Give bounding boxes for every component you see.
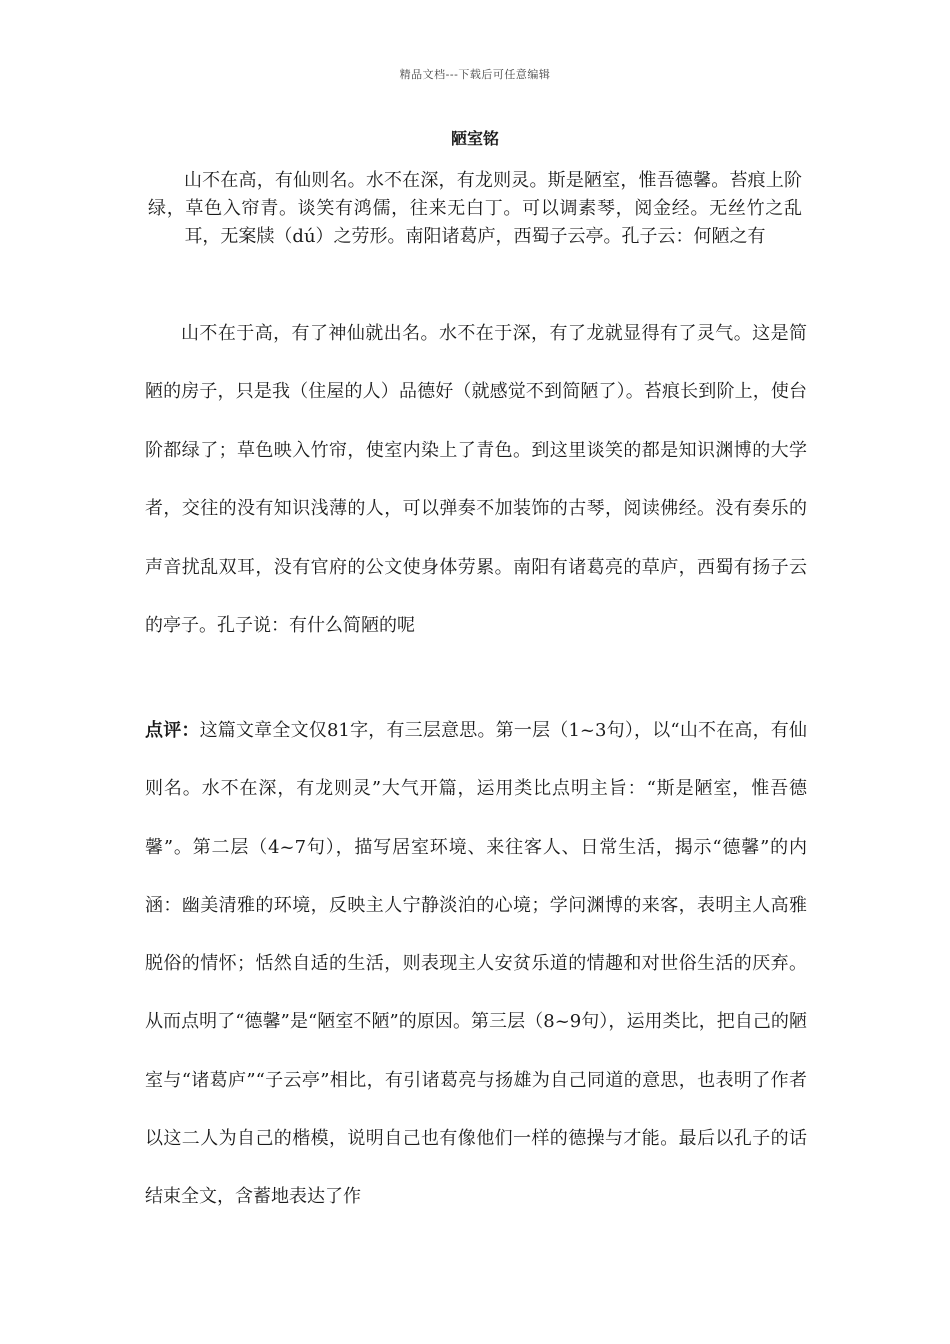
document-title: 陋室铭 xyxy=(450,129,499,148)
commentary-label: 点评： xyxy=(145,720,200,741)
commentary-text: 这篇文章全文仅81字，有三层意思。第一层（1~3句），以“山不在高，有仙则名。水不在深，有龙则灵”大气开篇，运用类比点明主旨：“斯是陋室，惟吾德馨”。第二层（4~7句），描写居室环境、来往客人、日常生活，揭示“德馨”的内涵：幽美清雅的环境，反映主人宁静淡泊的心境；学问渊博的来客，表明主人高雅脱俗的情怀；恬然自适的生活，则表现主人安贫乐道的情趣和对世俗生活的厌弃。从而点明了“德馨”是“陋室不陋”的原因。第三层（8~9句），运用类比，把自己的陋室与“诸葛庐”“子云亭”相比，有引诸葛亮与扬雄为自己同道的意思，也表明了作者以这二人为自己的楷模，说明自己也有像他们一样的德操与才能。最后以孔子的话结束全文，含蓄地表达了作 xyxy=(145,720,807,1208)
original-text-paragraph: 山不在高，有仙则名。水不在深，有龙则灵。斯是陋室，惟吾德馨。苔痕上阶绿，草色入帘青。谈笑有鸿儒，往来无白丁。可以调素琴，阅金经。无丝竹之乱耳，无案牍（dú）之劳形。南阳诸葛庐，西蜀子云亭。孔子云：何陋之有 xyxy=(148,170,802,247)
commentary-paragraph xyxy=(145,702,807,1227)
translation-paragraph: 山不在于高，有了神仙就出名。水不在于深，有了龙就显得有了灵气。这是简陋的房子，只是我（住屋的人）品德好（就感觉不到简陋了）。苔痕长到阶上，使台阶都绿了；草色映入竹帘，使室内染上了青色。到这里谈笑的都是知识渊博的大学者，交往的没有知识浅薄的人，可以弹奏不加装饰的古琴，阅读佛经。没有奏乐的声音扰乱双耳，没有官府的公文使身体劳累。南阳有诸葛亮的草庐，西蜀有扬子云的亭子。孔子说：有什么简陋的呢 xyxy=(145,323,807,637)
page-header: 精品文档---下载后可任意编辑 xyxy=(399,68,551,81)
